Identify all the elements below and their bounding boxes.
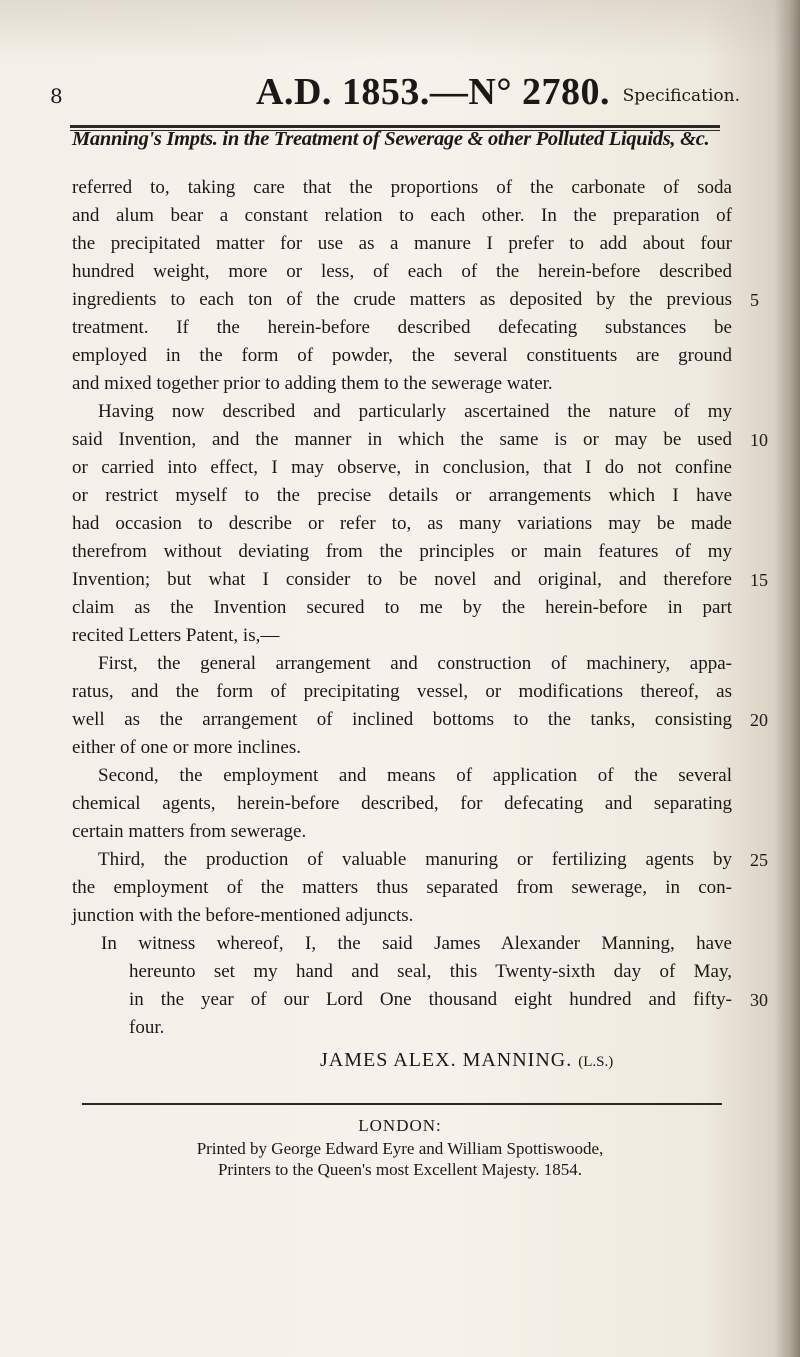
line-number: 25 bbox=[750, 850, 768, 870]
line-number: 5 bbox=[750, 290, 759, 310]
text-line: recited Letters Patent, is,— bbox=[72, 625, 280, 646]
text-line: certain matters from sewerage. bbox=[72, 821, 307, 842]
imprint-printers: Printers to the Queen's most Excellent Majesty. 1854. bbox=[217, 1160, 583, 1179]
text-line: had occasion to describe or refer to, as many variations may be made bbox=[72, 513, 732, 534]
text-line: First, the general arrangement and construction of machinery, appa- bbox=[98, 653, 732, 674]
line-number: 15 bbox=[750, 570, 768, 590]
text-line: and alum bear a constant relation to each other. In the preparation of bbox=[72, 205, 732, 226]
text-line: employed in the form of powder, the several constituents are ground bbox=[72, 345, 732, 366]
text-line: junction with the before-mentioned adjuncts. bbox=[72, 905, 414, 926]
text-line: either of one or more inclines. bbox=[72, 737, 301, 758]
text-line: ratus, and the form of precipitating vessel, or modifications thereof, as bbox=[72, 681, 732, 702]
text-line: and mixed together prior to adding them to the sewerage water. bbox=[72, 373, 553, 394]
text-line: the employment of the matters thus separated from sewerage, in con- bbox=[72, 877, 732, 898]
text-line: chemical agents, herein-before described, for defecating and separating bbox=[72, 793, 732, 814]
running-title: Manning's Impts. in the Treatment of Sewerage & other Polluted Liquids, &c. bbox=[72, 128, 710, 150]
patent-title: A.D. 1853.—N° 2780. bbox=[256, 71, 611, 113]
specification-label: Specification. bbox=[622, 86, 740, 106]
text-line: referred to, taking care that the proportions of the carbonate of soda bbox=[72, 177, 732, 198]
text-line: hundred weight, more or less, of each of the herein-before described bbox=[72, 261, 732, 282]
signature-name: JAMES ALEX. MANNING. bbox=[320, 1049, 573, 1071]
line-number: 20 bbox=[750, 710, 768, 730]
text-line: therefrom without deviating from the principles or main features of my bbox=[72, 541, 732, 562]
line-number: 30 bbox=[750, 990, 768, 1010]
signature bbox=[320, 1049, 613, 1072]
text-line: Having now described and particularly ascertained the nature of my bbox=[98, 401, 732, 422]
text-line: Second, the employment and means of application of the several bbox=[98, 765, 732, 786]
text-line: claim as the Invention secured to me by the herein-before in part bbox=[72, 597, 732, 618]
seal-mark: (L.S.) bbox=[578, 1054, 614, 1070]
text-line: Invention; but what I consider to be novel and original, and therefore bbox=[72, 569, 732, 590]
page-shading bbox=[0, 0, 800, 60]
text-line: the precipitated matter for use as a manure I prefer to add about four bbox=[72, 233, 732, 254]
imprint-place: LONDON: bbox=[358, 1116, 442, 1135]
testimony-line: in the year of our Lord One thousand eight hundred and fifty- bbox=[129, 989, 732, 1010]
testimony-line: In witness whereof, I, the said James Alexander Manning, have bbox=[101, 933, 732, 954]
text-line: well as the arrangement of inclined bottoms to the tanks, consisting bbox=[72, 709, 732, 730]
imprint-printer: Printed by George Edward Eyre and William Spottiswoode, bbox=[196, 1139, 604, 1158]
testimony-line: hereunto set my hand and seal, this Twenty-sixth day of May, bbox=[129, 961, 732, 982]
line-number: 10 bbox=[750, 430, 768, 450]
text-line: treatment. If the herein-before described defecating substances be bbox=[72, 317, 732, 338]
footer-rule bbox=[82, 1103, 722, 1105]
text-line: Third, the production of valuable manuring or fertilizing agents by bbox=[98, 849, 732, 870]
text-line: or restrict myself to the precise details or arrangements which I have bbox=[72, 485, 732, 506]
testimony-line: four. bbox=[129, 1017, 165, 1038]
text-line: ingredients to each ton of the crude matters as deposited by the previous bbox=[72, 289, 732, 310]
page-number: 8 bbox=[50, 84, 63, 108]
text-line: said Invention, and the manner in which the same is or may be used bbox=[72, 429, 732, 450]
text-line: or carried into effect, I may observe, in conclusion, that I do not confine bbox=[72, 457, 732, 478]
